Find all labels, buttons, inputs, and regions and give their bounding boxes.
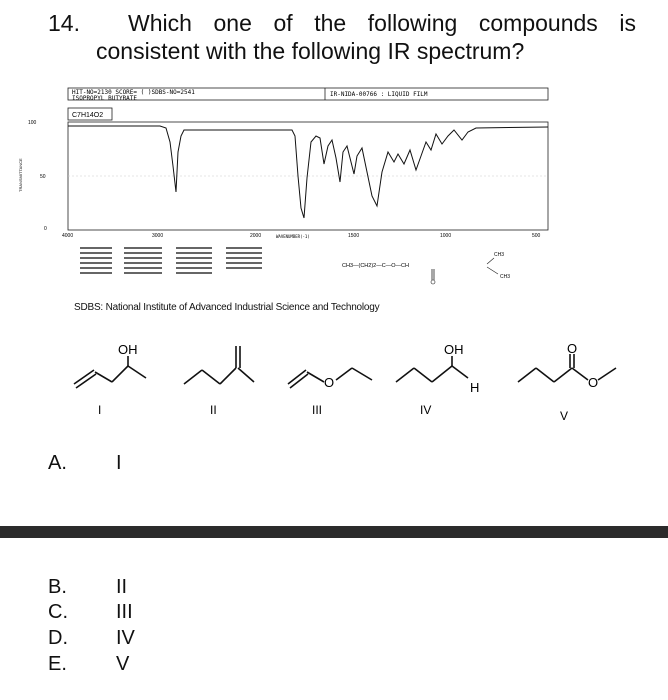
structure-v <box>518 354 616 382</box>
structure-v-label-o: O <box>588 375 599 390</box>
peak-table <box>80 248 262 273</box>
structure-iv <box>396 356 468 382</box>
divider-bar <box>0 526 668 538</box>
question-number: 14. <box>48 10 80 36</box>
spectrum-structure-formula: CH3—(CH2)2—C—O—CH <box>342 263 409 269</box>
structure-iii-numeral: III <box>312 403 323 417</box>
structure-ii-numeral: II <box>210 403 217 417</box>
structure-iv-label-h: H <box>470 380 480 395</box>
y-axis-label: TRANSMITTANCE <box>18 158 23 192</box>
ir-spectrum-trace <box>68 126 548 218</box>
option-d-value: IV <box>116 627 135 649</box>
spectrum-formula: C7H14O2 <box>72 112 104 119</box>
structure-i-label: OH <box>118 342 138 357</box>
spectrum-header-right: IR-NIDA-00766 : LIQUID FILM <box>330 91 428 98</box>
structure-iii-label: O <box>324 375 335 390</box>
option-b-value: II <box>116 576 128 598</box>
spectrum-structure-branch-top: CH3 <box>494 252 505 258</box>
option-e-value: V <box>116 653 130 675</box>
structure-i <box>74 356 146 388</box>
option-e-letter: E. <box>48 653 67 675</box>
question-text-line-1: Which one of the following compounds is <box>128 10 636 36</box>
candidate-structures <box>60 338 640 428</box>
x-tick-2000: 2000 <box>250 233 262 239</box>
structure-i-numeral: I <box>98 403 102 417</box>
x-tick-500: 500 <box>532 233 541 239</box>
option-d-letter: D. <box>48 627 68 649</box>
spectrum-header-left: HIT-NO=2130 SCORE= ( )SDBS-NO=2541 <box>72 89 195 96</box>
ir-spectrum-image <box>0 80 668 295</box>
x-tick-4000: 4000 <box>62 233 74 239</box>
structure-v-numeral: V <box>560 409 569 423</box>
y-tick-0: 0 <box>44 226 47 232</box>
x-tick-1500: 1500 <box>348 233 360 239</box>
y-tick-50: 50 <box>40 174 46 180</box>
structure-ii <box>184 346 254 384</box>
spectrum-compound-name: ISOPROPYL BUTYRATE <box>72 95 138 102</box>
structure-v-label: O <box>567 341 578 356</box>
source-credit: SDBS: National Institute of Advanced Industrial Science and Technology <box>74 302 380 313</box>
option-c-letter: C. <box>48 601 68 623</box>
option-a-value: I <box>116 452 122 474</box>
x-tick-1000: 1000 <box>440 233 452 239</box>
x-axis-label: WAVENUMBER(-1) <box>276 234 310 239</box>
structure-iv-label: OH <box>444 342 464 357</box>
question-text-line-2: consistent with the following IR spectrum? <box>96 38 525 64</box>
option-c-value: III <box>116 601 133 623</box>
option-b-letter: B. <box>48 576 67 598</box>
y-tick-100: 100 <box>28 120 37 126</box>
structure-iv-numeral: IV <box>420 403 432 417</box>
spectrum-structure-branch-bottom: CH3 <box>500 274 511 280</box>
x-tick-3000: 3000 <box>152 233 164 239</box>
option-a-letter: A. <box>48 452 67 474</box>
